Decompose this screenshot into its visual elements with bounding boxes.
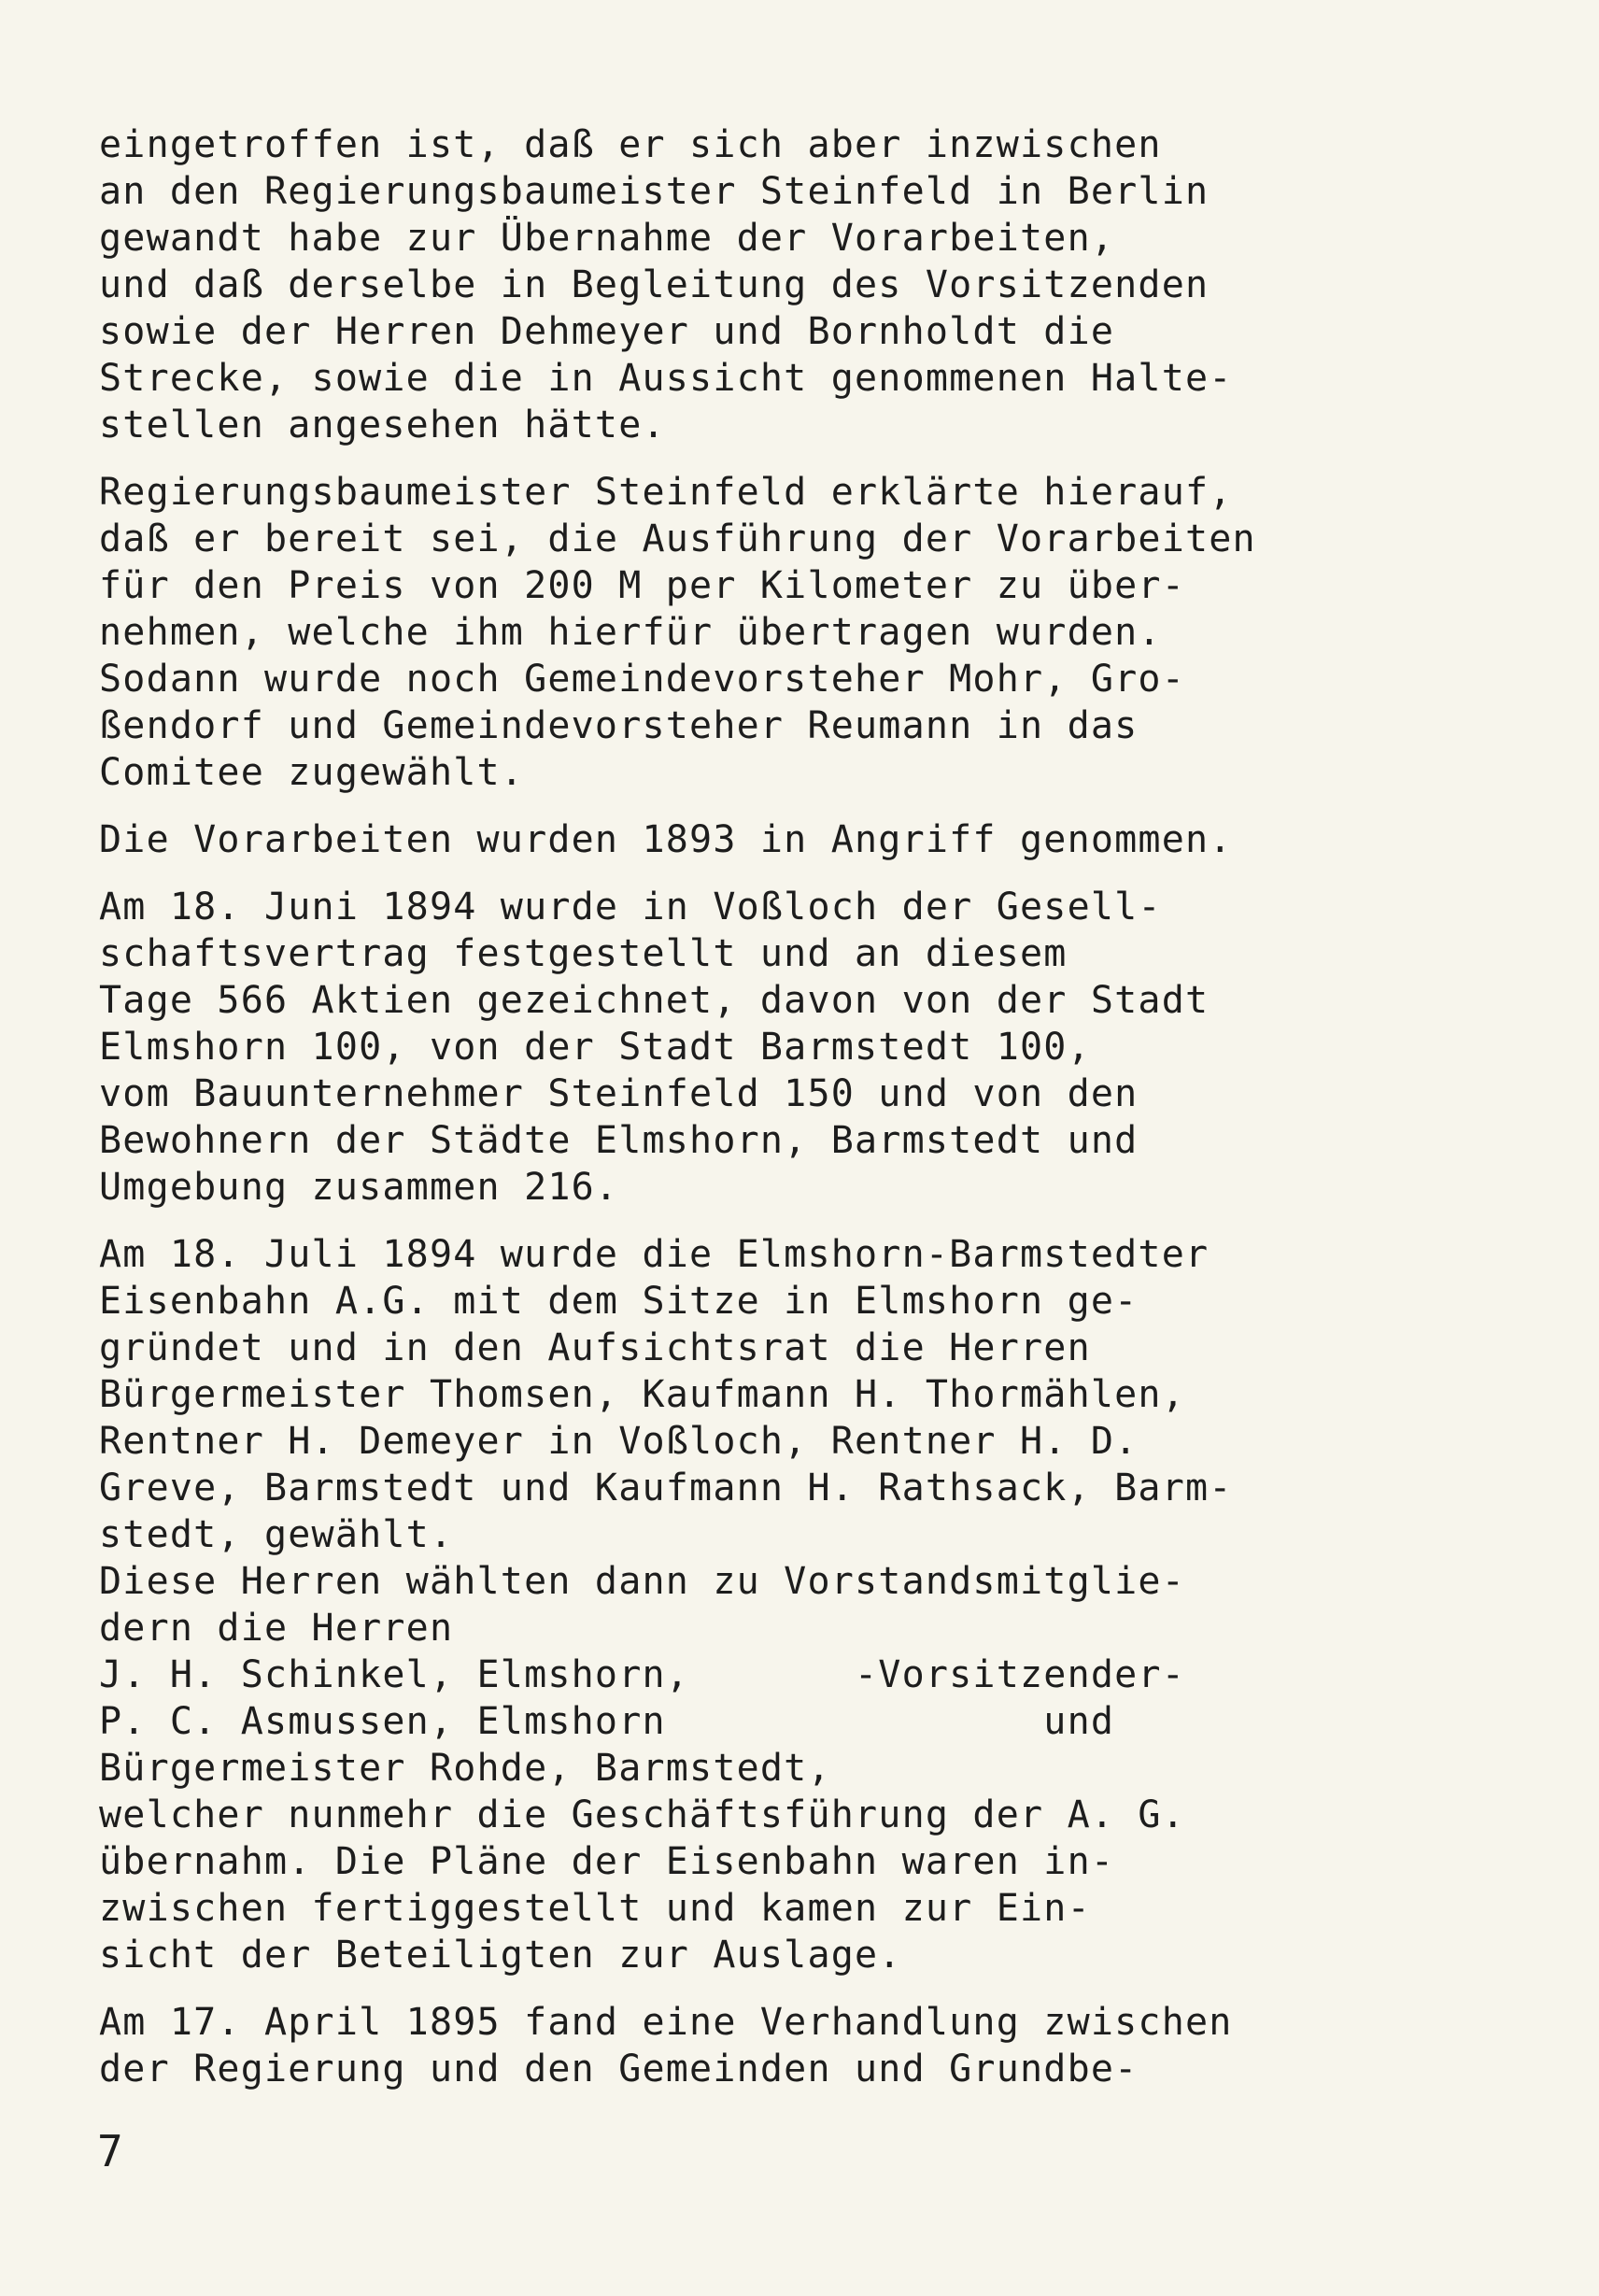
text-line: gründet und in den Aufsichtsrat die Herren bbox=[99, 1326, 1091, 1369]
paragraph bbox=[99, 884, 1556, 1211]
text-line: Bürgermeister Rohde, Barmstedt, bbox=[99, 1747, 831, 1790]
text-line: welcher nunmehr die Geschäftsführung der A. G. bbox=[99, 1793, 1185, 1836]
text-line: daß er bereit sei, die Ausführung der Vorarbeiten bbox=[99, 517, 1256, 560]
text-line: Elmshorn 100, von der Stadt Barmstedt 100, bbox=[99, 1026, 1091, 1069]
text-line: J. H. Schinkel, Elmshorn, -Vorsitzender- bbox=[99, 1653, 1185, 1696]
text-line: ßendorf und Gemeindevorsteher Reumann in das bbox=[99, 704, 1139, 747]
text-line: vom Bauunternehmer Steinfeld 150 und von den bbox=[99, 1072, 1139, 1115]
text-line: Greve, Barmstedt und Kaufmann H. Rathsack, Barm- bbox=[99, 1467, 1233, 1509]
text-line: Am 17. April 1895 fand eine Verhandlung zwischen bbox=[99, 2001, 1233, 2044]
text-line: schaftsvertrag festgestellt und an diesem bbox=[99, 932, 1068, 975]
text-line: Rentner H. Demeyer in Voßloch, Rentner H. D. bbox=[99, 1420, 1139, 1463]
text-line: Die Vorarbeiten wurden 1893 in Angriff genommen. bbox=[99, 818, 1233, 861]
text-line: Bürgermeister Thomsen, Kaufmann H. Thormählen, bbox=[99, 1373, 1185, 1416]
page-number: 7 bbox=[97, 2126, 123, 2176]
text-line: Tage 566 Aktien gezeichnet, davon von der Stadt bbox=[99, 979, 1210, 1022]
body-text bbox=[99, 121, 1556, 2113]
text-line: zwischen fertiggestellt und kamen zur Ein- bbox=[99, 1887, 1091, 1930]
text-line: Bewohnern der Städte Elmshorn, Barmstedt und bbox=[99, 1119, 1139, 1162]
paragraph bbox=[99, 121, 1556, 448]
text-line: eingetroffen ist, daß er sich aber inzwischen bbox=[99, 123, 1162, 166]
text-line: übernahm. Die Pläne der Eisenbahn waren in- bbox=[99, 1840, 1115, 1883]
text-line: stedt, gewählt. bbox=[99, 1513, 454, 1556]
paragraph bbox=[99, 1231, 1556, 1978]
text-line: Diese Herren wählten dann zu Vorstandsmitglie- bbox=[99, 1560, 1185, 1603]
text-line: Am 18. Juli 1894 wurde die Elmshorn-Barmstedter bbox=[99, 1233, 1210, 1276]
text-line: für den Preis von 200 M per Kilometer zu über- bbox=[99, 564, 1185, 607]
paragraph bbox=[99, 469, 1556, 796]
text-line: Eisenbahn A.G. mit dem Sitze in Elmshorn ge- bbox=[99, 1280, 1139, 1323]
text-line: P. C. Asmussen, Elmshorn und bbox=[99, 1700, 1115, 1743]
text-line: Umgebung zusammen 216. bbox=[99, 1166, 619, 1209]
text-line: sicht der Beteiligten zur Auslage. bbox=[99, 1934, 902, 1977]
text-line: Am 18. Juni 1894 wurde in Voßloch der Gesell- bbox=[99, 886, 1162, 928]
text-line: stellen angesehen hätte. bbox=[99, 404, 666, 446]
text-line: und daß derselbe in Begleitung des Vorsitzenden bbox=[99, 263, 1210, 306]
text-line: Comitee zugewählt. bbox=[99, 751, 525, 794]
text-line: sowie der Herren Dehmeyer und Bornholdt die bbox=[99, 310, 1115, 353]
text-line: nehmen, welche ihm hierfür übertragen wurden. bbox=[99, 611, 1162, 654]
paragraph bbox=[99, 816, 1556, 863]
text-line: gewandt habe zur Übernahme der Vorarbeiten, bbox=[99, 217, 1115, 260]
text-line: Sodann wurde noch Gemeindevorsteher Mohr, Gro- bbox=[99, 658, 1185, 701]
text-line: Strecke, sowie die in Aussicht genommenen Halte- bbox=[99, 357, 1233, 400]
text-line: dern die Herren bbox=[99, 1607, 454, 1650]
paragraph bbox=[99, 1999, 1556, 2092]
text-line: an den Regierungsbaumeister Steinfeld in Berlin bbox=[99, 170, 1210, 213]
text-line: Regierungsbaumeister Steinfeld erklärte hierauf, bbox=[99, 471, 1233, 514]
text-line: der Regierung und den Gemeinden und Grundbe- bbox=[99, 2048, 1139, 2090]
